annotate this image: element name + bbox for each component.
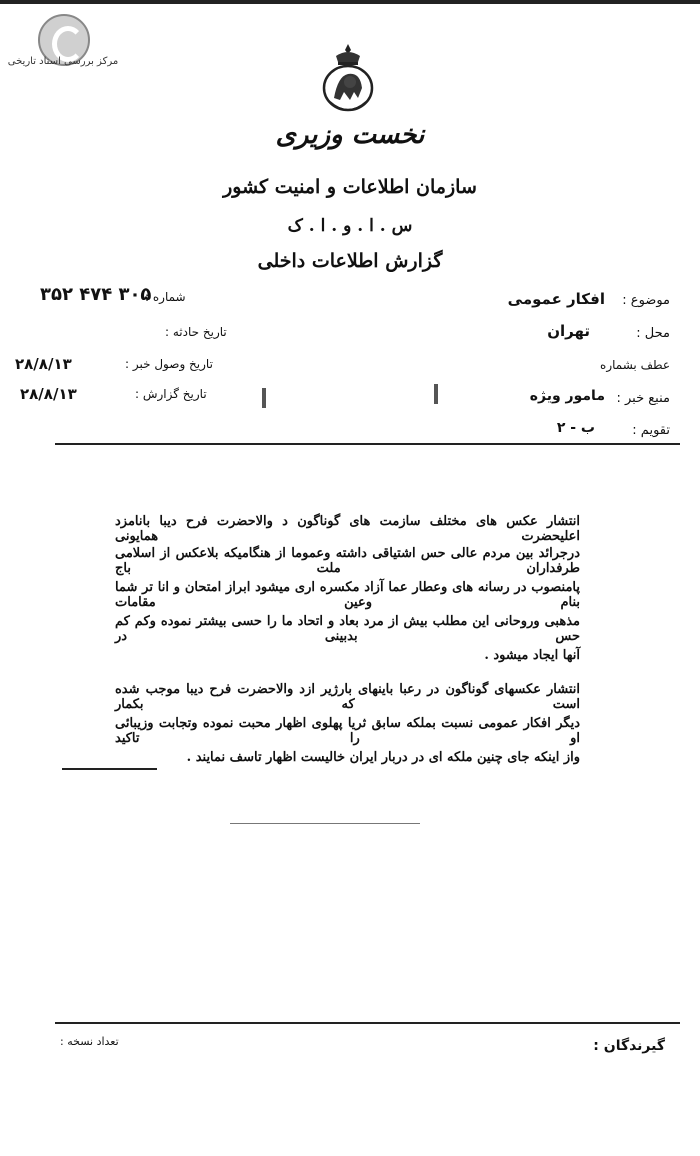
source-label: منبع خبر : (616, 391, 670, 406)
body-line: انتشار عکس های مختلف سازمت های گوناگون د والاحضرت فرح دیبا بانامزد اعلیحضرت همایونی (115, 514, 580, 544)
organization-code: س . ا . و . ا . ک (287, 216, 413, 236)
reference-number-label: عطف بشماره (600, 358, 670, 372)
evaluation-label: تقویم : (632, 423, 670, 438)
organization-title: سازمان اطلاعات و امنیت کشور (223, 176, 477, 198)
subject-label: موضوع : (622, 293, 670, 308)
footer-divider (55, 1022, 680, 1024)
event-date-label: تاریخ حادثه : (165, 325, 227, 339)
number-value: ۳۵۲ ۴۷۴ ۳۰۵ (40, 284, 152, 305)
top-border (0, 0, 700, 4)
body-line: آنها ایجاد میشود . (484, 648, 580, 663)
body-line: دیگر افکار عمومی نسبت بملکه سابق ثریا پهلوی اظهار محبت نموده وتجابت وزیبائی او را تاکید (115, 716, 580, 746)
archive-name: مرکز بررسی اسناد تاریخی (7, 56, 119, 67)
received-date-label: تاریخ وصول خبر : (125, 357, 213, 371)
report-date-label: تاریخ گزارش : (135, 387, 207, 401)
subject-value: افکار عمومی (507, 290, 605, 308)
recipients-label: گیرندگان : (593, 1038, 665, 1054)
ministry-title: نخست وزیری (275, 120, 425, 150)
body-line: پامنصوب در رسانه های وعطار عما آزاد مکسره اری میشود ابراز امتحان و انا تر شما بنام وعین مقامات (115, 580, 580, 610)
report-type-title: گزارش اطلاعات داخلی (257, 250, 443, 272)
crown-lion-emblem-icon (320, 42, 376, 118)
body-line: درجرائد بین مردم عالی حس اشتیاقی داشته وعموما از هنگامیکه بلاعکس از اسلامی طرفداران ملت باج (115, 546, 580, 576)
header-divider (55, 443, 680, 445)
evaluation-value: ب - ۲ (556, 420, 595, 436)
redaction-mark (262, 388, 266, 408)
number-label: شماره : (145, 290, 186, 304)
body-line: واز اینکه جای چنین ملکه ای در دربار ایران خالیست اظهار تاسف نمایند . (186, 750, 580, 765)
redaction-mark (434, 384, 438, 404)
report-date-value: ۲۸/۸/۱۳ (20, 385, 77, 403)
source-value: مامور ویژه (529, 388, 605, 404)
copies-label: تعداد نسخه : (60, 1035, 119, 1048)
place-label: محل : (636, 326, 670, 341)
closing-dash (62, 768, 157, 770)
body-line: انتشار عکسهای گوناگون در رعبا باینهای بارژیر ازد والاحضرت فرح دیبا موجب شده است که بکمار (115, 682, 580, 712)
faint-separator (230, 823, 420, 824)
place-value: تهران (547, 322, 590, 340)
body-line: مذهبی وروحانی این مطلب بیش از مرد بعاد و اتحاد ما را حسی بیشتر نموده وکم کم حس بدبینی در (115, 614, 580, 644)
received-date-value: ۲۸/۸/۱۳ (15, 355, 72, 373)
